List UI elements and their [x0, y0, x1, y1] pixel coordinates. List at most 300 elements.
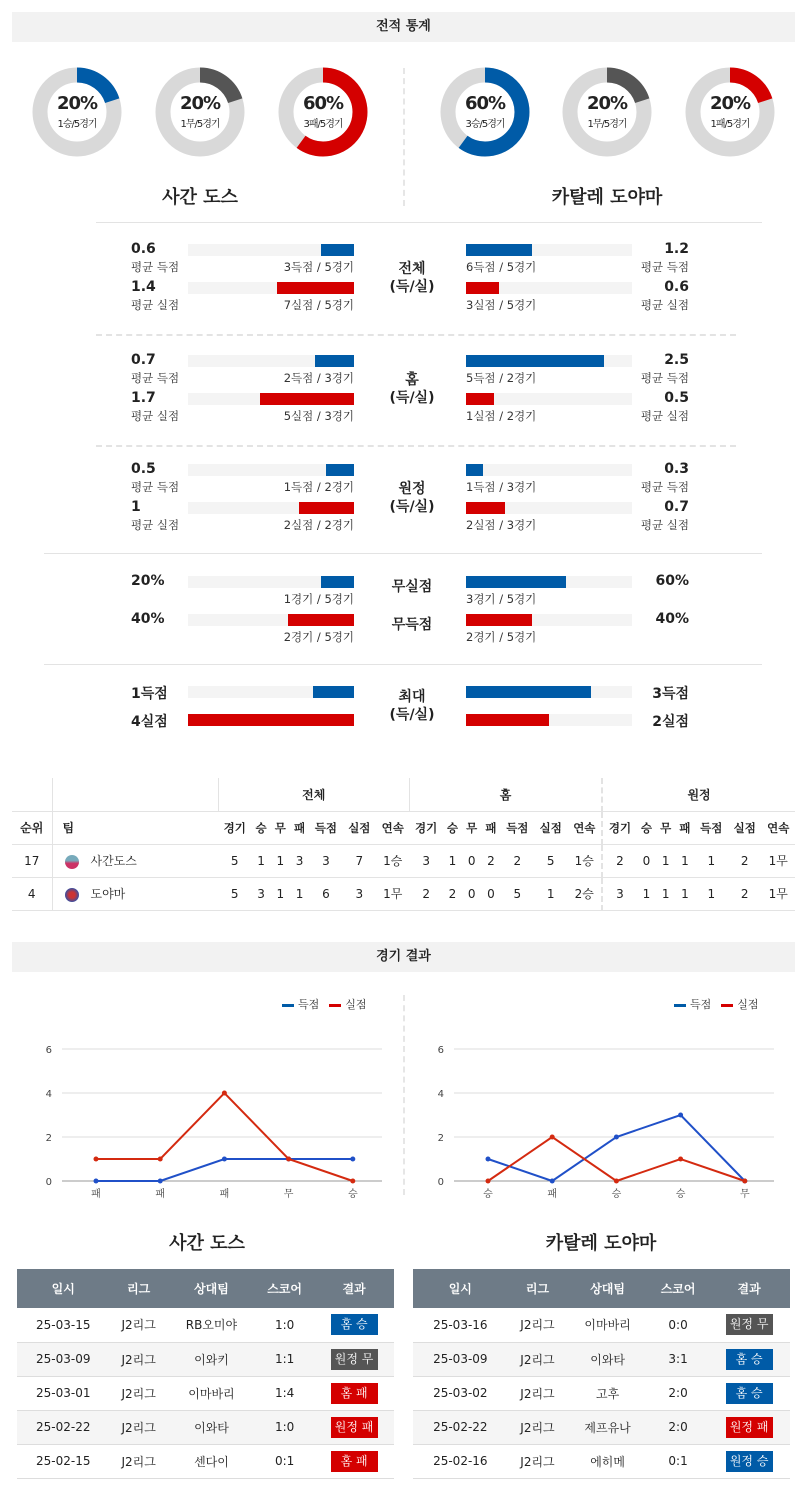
result-cell — [708, 1410, 790, 1444]
result-cell — [708, 1308, 790, 1342]
y-tick-label: 0 — [437, 1177, 444, 1188]
line-chart — [392, 990, 784, 1210]
donut-chart — [278, 67, 368, 157]
table-row — [17, 1410, 394, 1444]
stat-cell: 1 — [695, 877, 728, 910]
stat-cell: 2 — [602, 844, 637, 877]
stat-cell: 1무 — [376, 877, 409, 910]
table-row — [17, 1342, 394, 1376]
table-row — [413, 1444, 790, 1478]
stat-cell: 0 — [637, 844, 656, 877]
x-tick-label: 패 — [91, 1189, 101, 1200]
result-badge: 원정 무 — [726, 1314, 773, 1335]
away-label: 평균 득점 — [640, 260, 689, 274]
group-header: 홈 — [409, 778, 602, 811]
away-caption: 1득점 / 3경기 — [466, 480, 537, 494]
away-value: 0.5 — [664, 390, 689, 406]
home-caption: 7실점 / 5경기 — [283, 298, 354, 312]
data-point — [158, 1157, 163, 1162]
league-cell: J2리그 — [508, 1444, 568, 1478]
divider — [403, 68, 405, 206]
column-header: 결과 — [708, 1269, 790, 1308]
date-cell: 25-03-02 — [413, 1376, 508, 1410]
data-point — [222, 1157, 227, 1162]
stat-cell: 1승 — [376, 844, 409, 877]
result-cell — [708, 1376, 790, 1410]
away-value: 2실점 — [652, 714, 689, 730]
stat-cell: 3 — [251, 877, 270, 910]
bar-track — [188, 714, 354, 726]
column-header: 스코어 — [648, 1269, 708, 1308]
league-cell: J2리그 — [110, 1444, 168, 1478]
donut-caption: 1무/5경기 — [587, 119, 627, 130]
column-header: 상대팀 — [567, 1269, 648, 1308]
home-value: 1.4 — [131, 279, 156, 295]
result-cell — [708, 1444, 790, 1478]
away-label: 평균 실점 — [640, 298, 689, 312]
divider — [44, 664, 762, 665]
home-caption: 3득점 / 5경기 — [283, 260, 354, 274]
y-tick-label: 2 — [437, 1133, 444, 1144]
series-line-0 — [488, 1115, 745, 1181]
x-tick-label: 무 — [283, 1189, 294, 1200]
data-point — [678, 1113, 683, 1118]
stat-cell: 1 — [443, 844, 462, 877]
home-caption: 2경기 / 5경기 — [283, 630, 354, 644]
bar-track — [188, 464, 354, 476]
away-caption: 2경기 / 5경기 — [466, 630, 537, 644]
column-header: 결과 — [314, 1269, 394, 1308]
category-label-line: 전체 — [398, 261, 426, 277]
home-team-name: 사간 도스 — [162, 187, 238, 208]
data-point — [94, 1157, 99, 1162]
home-value: 20% — [131, 573, 165, 589]
away-value: 0.3 — [664, 461, 689, 477]
stat-cell: 3 — [309, 844, 342, 877]
scored-bar — [466, 355, 604, 367]
home-label: 평균 득점 — [131, 480, 180, 494]
line-chart — [0, 990, 392, 1210]
column-header: 연속 — [567, 811, 602, 844]
x-tick-label: 패 — [219, 1189, 230, 1200]
results-header-row — [17, 1269, 394, 1308]
column-header: 리그 — [110, 1269, 168, 1308]
divider — [96, 445, 736, 447]
column-header: 일시 — [17, 1269, 110, 1308]
stat-cell: 2 — [409, 877, 442, 910]
date-cell: 25-02-22 — [413, 1410, 508, 1444]
stat-cell: 0 — [462, 844, 481, 877]
column-header: 패 — [675, 811, 694, 844]
bar-track — [188, 355, 354, 367]
scored-bar — [313, 686, 355, 698]
opp-cell: 에히메 — [567, 1444, 648, 1478]
stat-cell: 5 — [218, 877, 251, 910]
away-team-name: 카탈레 도야마 — [551, 187, 663, 208]
table-row — [12, 844, 795, 877]
conceded-bar — [260, 393, 354, 405]
result-badge: 원정 패 — [331, 1417, 378, 1438]
date-cell: 25-03-09 — [413, 1342, 508, 1376]
y-tick-label: 4 — [45, 1089, 52, 1100]
bar-track — [188, 502, 354, 514]
divider — [44, 553, 762, 554]
x-tick-label: 승 — [675, 1189, 686, 1200]
column-header: 경기 — [409, 811, 442, 844]
home-caption: 2실점 / 2경기 — [283, 518, 354, 532]
table-row — [413, 1342, 790, 1376]
data-point — [286, 1157, 291, 1162]
stat-cell: 2 — [443, 877, 462, 910]
column-header: 득점 — [695, 811, 728, 844]
blank-cell — [52, 778, 218, 811]
data-point — [486, 1157, 491, 1162]
result-badge: 홈 패 — [331, 1383, 378, 1404]
data-point — [350, 1157, 355, 1162]
score-cell: 1:1 — [255, 1342, 314, 1376]
home-caption: 2득점 / 3경기 — [283, 371, 354, 385]
away-results-team-name: 카탈레 도야마 — [545, 1233, 657, 1254]
opp-cell: 이와키 — [168, 1342, 255, 1376]
away-caption: 5득점 / 2경기 — [466, 371, 537, 385]
conceded-bar — [288, 614, 354, 626]
category-label — [362, 371, 462, 407]
rank-cell: 17 — [12, 844, 52, 877]
stat-cell: 1승 — [567, 844, 602, 877]
stat-cell: 1무 — [761, 877, 795, 910]
category-label-line: 홈 — [405, 372, 419, 388]
rank-cell: 4 — [12, 877, 52, 910]
column-header: 경기 — [602, 811, 637, 844]
stat-cell: 3 — [602, 877, 637, 910]
league-cell: J2리그 — [508, 1342, 568, 1376]
opp-cell: 이마바리 — [567, 1308, 648, 1342]
conceded-bar — [466, 714, 549, 726]
column-header: 스코어 — [255, 1269, 314, 1308]
team-cell — [52, 877, 218, 910]
stat-cell: 1 — [656, 844, 675, 877]
scored-bar — [466, 576, 566, 588]
stat-cell: 1 — [675, 877, 694, 910]
y-tick-label: 6 — [45, 1045, 52, 1056]
result-cell — [314, 1410, 394, 1444]
conceded-bar — [466, 502, 505, 514]
home-value: 0.7 — [131, 352, 156, 368]
league-cell: J2리그 — [508, 1410, 568, 1444]
home-value: 1득점 — [131, 686, 168, 702]
stat-cell: 5 — [218, 844, 251, 877]
standings-table — [12, 778, 795, 911]
conceded-bar — [299, 502, 354, 514]
stat-cell: 1 — [271, 844, 290, 877]
opp-cell: 센다이 — [168, 1444, 255, 1478]
home-value: 4실점 — [131, 714, 168, 730]
category-label: 무실점 — [391, 579, 433, 595]
x-tick-label: 승 — [611, 1189, 622, 1200]
conceded-bar — [188, 714, 354, 726]
data-point — [94, 1179, 99, 1184]
column-header: 무 — [271, 811, 290, 844]
away-label: 평균 득점 — [640, 480, 689, 494]
rank-header: 순위 — [12, 811, 52, 844]
away-caption: 1실점 / 2경기 — [466, 409, 537, 423]
away-value: 60% — [655, 573, 689, 589]
scored-bar — [466, 464, 483, 476]
column-header: 패 — [290, 811, 309, 844]
team-logo-icon — [65, 855, 79, 869]
table-row — [413, 1410, 790, 1444]
team-logo-icon — [65, 888, 79, 902]
category-label-line: 최대 — [398, 689, 426, 705]
conceded-bar — [277, 282, 354, 294]
opp-cell: 이마바리 — [168, 1376, 255, 1410]
stat-cell: 3 — [409, 844, 442, 877]
stat-cell: 2 — [501, 844, 534, 877]
donut-caption: 3패/5경기 — [303, 119, 343, 130]
away-caption: 6득점 / 5경기 — [466, 260, 537, 274]
data-point — [486, 1179, 491, 1184]
stat-cell: 1 — [656, 877, 675, 910]
column-header: 실점 — [728, 811, 761, 844]
result-cell — [314, 1444, 394, 1478]
table-row — [17, 1308, 394, 1342]
column-header: 득점 — [501, 811, 534, 844]
divider — [96, 334, 736, 336]
donut-percent: 20% — [179, 93, 221, 114]
column-header-row — [12, 811, 795, 844]
home-label: 평균 실점 — [131, 298, 180, 312]
scored-bar — [321, 576, 354, 588]
data-point — [222, 1091, 227, 1096]
donut-percent: 20% — [56, 93, 98, 114]
group-header: 원정 — [602, 778, 795, 811]
stat-cell: 1 — [534, 877, 567, 910]
category-label — [362, 480, 462, 516]
stat-cell: 5 — [501, 877, 534, 910]
stat-cell: 2승 — [567, 877, 602, 910]
opp-cell: 이와타 — [567, 1342, 648, 1376]
bar-track — [188, 576, 354, 588]
table-row — [413, 1308, 790, 1342]
scored-bar — [321, 244, 354, 256]
league-cell: J2리그 — [508, 1376, 568, 1410]
x-tick-label: 승 — [347, 1189, 358, 1200]
opp-cell: 고후 — [567, 1376, 648, 1410]
league-cell: J2리그 — [110, 1410, 168, 1444]
away-label: 평균 득점 — [640, 371, 689, 385]
legend-label: 득점 — [298, 998, 320, 1011]
column-header: 승 — [637, 811, 656, 844]
column-header: 무 — [656, 811, 675, 844]
category-label — [362, 260, 462, 296]
donut-percent: 60% — [302, 93, 344, 114]
team-header: 팀 — [52, 811, 218, 844]
data-point — [550, 1179, 555, 1184]
bar-track — [188, 393, 354, 405]
date-cell: 25-02-22 — [17, 1410, 110, 1444]
donut-chart — [32, 67, 122, 157]
data-point — [158, 1179, 163, 1184]
score-cell: 1:0 — [255, 1308, 314, 1342]
category-label-line: (득/실) — [389, 279, 435, 295]
team-name: 사간도스 — [90, 854, 137, 868]
column-header: 무 — [462, 811, 481, 844]
column-header: 승 — [251, 811, 270, 844]
donut-percent: 20% — [586, 93, 628, 114]
stat-cell: 0 — [462, 877, 481, 910]
stat-cell: 1 — [675, 844, 694, 877]
data-point — [678, 1157, 683, 1162]
away-label: 평균 실점 — [640, 518, 689, 532]
bar-track — [188, 614, 354, 626]
result-badge: 원정 승 — [726, 1451, 773, 1472]
opp-cell: 이와타 — [168, 1410, 255, 1444]
column-header: 연속 — [761, 811, 795, 844]
stat-cell: 6 — [309, 877, 342, 910]
date-cell: 25-03-16 — [413, 1308, 508, 1342]
data-point — [614, 1135, 619, 1140]
result-badge: 홈 승 — [726, 1349, 773, 1370]
stat-cell: 0 — [481, 877, 500, 910]
column-header: 득점 — [309, 811, 342, 844]
date-cell: 25-03-09 — [17, 1342, 110, 1376]
home-caption: 1경기 / 5경기 — [283, 592, 354, 606]
result-cell — [314, 1308, 394, 1342]
category-label: 무득점 — [391, 617, 433, 633]
home-value: 1.7 — [131, 390, 156, 406]
legend-label: 득점 — [690, 998, 712, 1011]
category-label-line: (득/실) — [389, 499, 435, 515]
group-header-row — [12, 778, 795, 811]
divider — [96, 222, 762, 223]
league-cell: J2리그 — [110, 1376, 168, 1410]
series-line-0 — [96, 1159, 353, 1181]
table-row — [12, 877, 795, 910]
home-label: 평균 득점 — [131, 260, 180, 274]
bar-track — [188, 244, 354, 256]
stat-cell: 1 — [271, 877, 290, 910]
category-label-line: (득/실) — [389, 390, 435, 406]
home-caption: 1득점 / 2경기 — [283, 480, 354, 494]
score-cell: 3:1 — [648, 1342, 708, 1376]
data-point — [742, 1179, 747, 1184]
scored-bar — [466, 686, 591, 698]
column-header: 리그 — [508, 1269, 568, 1308]
stat-cell: 1무 — [761, 844, 795, 877]
result-badge: 홈 패 — [331, 1451, 378, 1472]
team-name: 도야마 — [90, 887, 126, 901]
away-label: 평균 실점 — [640, 409, 689, 423]
table-row — [17, 1376, 394, 1410]
stat-cell: 1 — [251, 844, 270, 877]
home-label: 평균 실점 — [131, 409, 180, 423]
data-point — [550, 1135, 555, 1140]
date-cell: 25-02-16 — [413, 1444, 508, 1478]
category-label-line: 원정 — [398, 481, 426, 497]
result-cell — [708, 1342, 790, 1376]
y-tick-label: 0 — [45, 1177, 52, 1188]
date-cell: 25-02-15 — [17, 1444, 110, 1478]
x-tick-label: 패 — [155, 1189, 166, 1200]
league-cell: J2리그 — [110, 1342, 168, 1376]
score-cell: 2:0 — [648, 1410, 708, 1444]
column-header: 연속 — [376, 811, 409, 844]
away-caption: 2실점 / 3경기 — [466, 518, 537, 532]
donut-chart — [155, 67, 245, 157]
data-point — [614, 1179, 619, 1184]
y-tick-label: 6 — [437, 1045, 444, 1056]
column-header: 상대팀 — [168, 1269, 255, 1308]
table-row — [413, 1376, 790, 1410]
series-line-1 — [488, 1137, 745, 1181]
home-value: 0.6 — [131, 241, 156, 257]
category-label-line: (득/실) — [389, 707, 435, 723]
donut-percent: 20% — [709, 93, 751, 114]
stat-cell: 1 — [637, 877, 656, 910]
home-label: 평균 실점 — [131, 518, 180, 532]
stat-cell: 1 — [290, 877, 309, 910]
conceded-bar — [466, 393, 494, 405]
donut-caption: 1승/5경기 — [57, 119, 97, 130]
table-row — [17, 1444, 394, 1478]
column-header: 패 — [481, 811, 500, 844]
results-section-header: 경기 결과 — [12, 942, 795, 972]
stat-cell: 7 — [343, 844, 376, 877]
data-point — [350, 1179, 355, 1184]
away-value: 2.5 — [664, 352, 689, 368]
stat-cell: 2 — [481, 844, 500, 877]
score-cell: 0:1 — [255, 1444, 314, 1478]
away-caption: 3경기 / 5경기 — [466, 592, 537, 606]
stat-cell: 1 — [695, 844, 728, 877]
column-header: 실점 — [534, 811, 567, 844]
score-cell: 0:0 — [648, 1308, 708, 1342]
home-caption: 5실점 / 3경기 — [283, 409, 354, 423]
result-badge: 원정 패 — [726, 1417, 773, 1438]
team-cell — [52, 844, 218, 877]
donut-chart — [440, 67, 530, 157]
result-cell — [314, 1376, 394, 1410]
donut-percent: 60% — [464, 93, 506, 114]
score-cell: 0:1 — [648, 1444, 708, 1478]
score-cell: 1:0 — [255, 1410, 314, 1444]
result-badge: 홈 승 — [726, 1383, 773, 1404]
score-cell: 1:4 — [255, 1376, 314, 1410]
away-results-table — [413, 1269, 790, 1479]
y-tick-label: 2 — [45, 1133, 52, 1144]
league-cell: J2리그 — [508, 1308, 568, 1342]
date-cell: 25-03-15 — [17, 1308, 110, 1342]
stat-cell: 3 — [290, 844, 309, 877]
home-results-team-name: 사간 도스 — [169, 1233, 245, 1254]
x-tick-label: 패 — [547, 1189, 558, 1200]
home-label: 평균 득점 — [131, 371, 180, 385]
stat-cell: 3 — [343, 877, 376, 910]
scored-bar — [466, 244, 532, 256]
category-label — [362, 688, 462, 724]
home-results-table — [17, 1269, 394, 1479]
result-badge: 홈 승 — [331, 1314, 378, 1335]
legend-label: 실점 — [737, 998, 759, 1011]
x-tick-label: 무 — [739, 1189, 750, 1200]
column-header: 실점 — [343, 811, 376, 844]
result-cell — [314, 1342, 394, 1376]
home-value: 1 — [131, 499, 141, 515]
bar-track — [188, 282, 354, 294]
column-header: 승 — [443, 811, 462, 844]
bar-track — [188, 686, 354, 698]
stat-cell: 2 — [728, 844, 761, 877]
